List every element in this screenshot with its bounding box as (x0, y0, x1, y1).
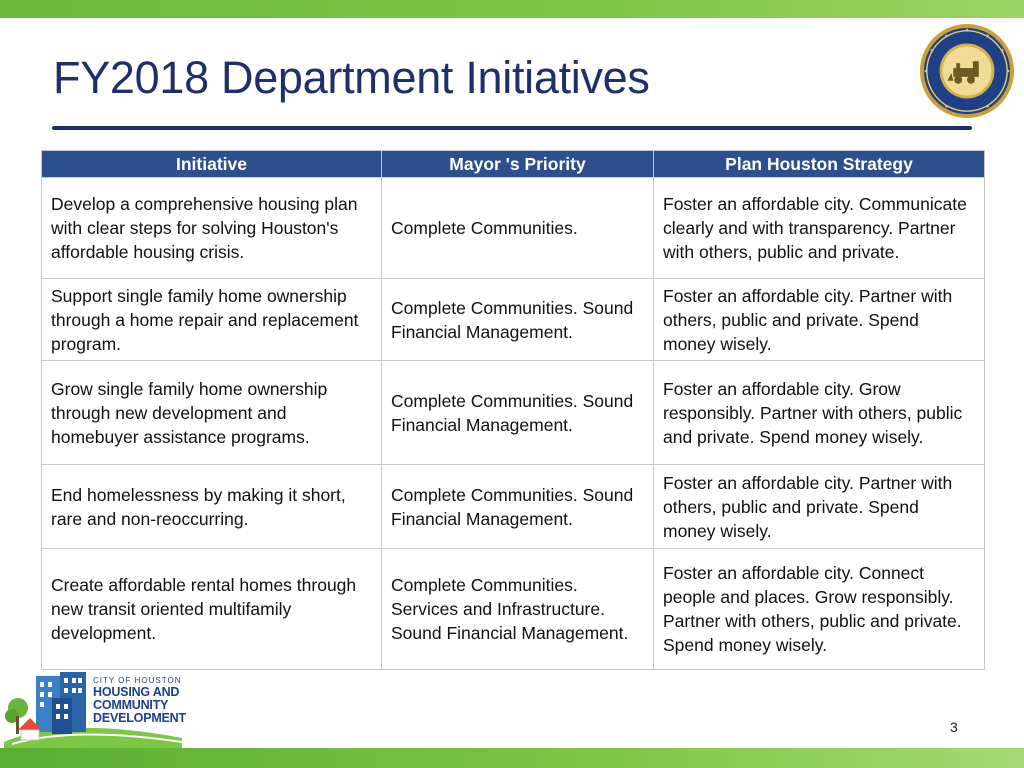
table-row (42, 178, 985, 279)
hcd-logo-wordmark (93, 676, 186, 725)
priority-cell: Complete Communities. Services and Infrastructure. Sound Financial Management. (382, 549, 654, 670)
initiative-cell: Grow single family home ownership through new development and homebuyer assistance programs. (42, 361, 382, 465)
city-seal-icon (918, 22, 1016, 120)
bottom-accent-bar (0, 748, 1024, 768)
logo-line-1: CITY OF HOUSTON (93, 676, 182, 685)
page-number: 3 (950, 719, 958, 735)
page-title: FY2018 Department Initiatives (53, 52, 650, 103)
priority-cell: Complete Communities. Sound Financial Management. (382, 465, 654, 549)
initiative-cell: Create affordable rental homes through new transit oriented multifamily development. (42, 549, 382, 670)
strategy-cell: Foster an affordable city. Grow responsibly. Partner with others, public and private. Spend money wisely. (654, 361, 985, 465)
table-row (42, 361, 985, 465)
initiative-cell: Develop a comprehensive housing plan with clear steps for solving Houston's affordable housing crisis. (42, 178, 382, 279)
priority-cell: Complete Communities. Sound Financial Management. (382, 361, 654, 465)
initiative-cell: End homelessness by making it short, rare and non-reoccurring. (42, 465, 382, 549)
top-accent-bar (0, 0, 1024, 18)
priority-cell: Complete Communities. Sound Financial Management. (382, 279, 654, 361)
header-initiative: Initiative (42, 151, 382, 178)
table-row (42, 549, 985, 670)
strategy-cell: Foster an affordable city. Communicate clearly and with transparency. Partner with others, public and private. (654, 178, 985, 279)
title-underline (52, 126, 972, 130)
header-plan-houston-strategy: Plan Houston Strategy (654, 151, 985, 178)
logo-line-4: DEVELOPMENT (93, 711, 186, 725)
strategy-cell: Foster an affordable city. Partner with others, public and private. Spend money wisely. (654, 279, 985, 361)
initiative-cell: Support single family home ownership through a home repair and replacement program. (42, 279, 382, 361)
logo-line-2: HOUSING AND (93, 685, 180, 699)
table-row (42, 279, 985, 361)
table-header-row (42, 151, 985, 178)
strategy-cell: Foster an affordable city. Connect people and places. Grow responsibly. Partner with others, public and private. Spend money wisely. (654, 549, 985, 670)
table-row (42, 465, 985, 549)
priority-cell: Complete Communities. (382, 178, 654, 279)
logo-line-3: COMMUNITY (93, 698, 169, 712)
initiatives-table (41, 150, 985, 670)
strategy-cell: Foster an affordable city. Partner with others, public and private. Spend money wisely. (654, 465, 985, 549)
header-mayors-priority: Mayor 's Priority (382, 151, 654, 178)
